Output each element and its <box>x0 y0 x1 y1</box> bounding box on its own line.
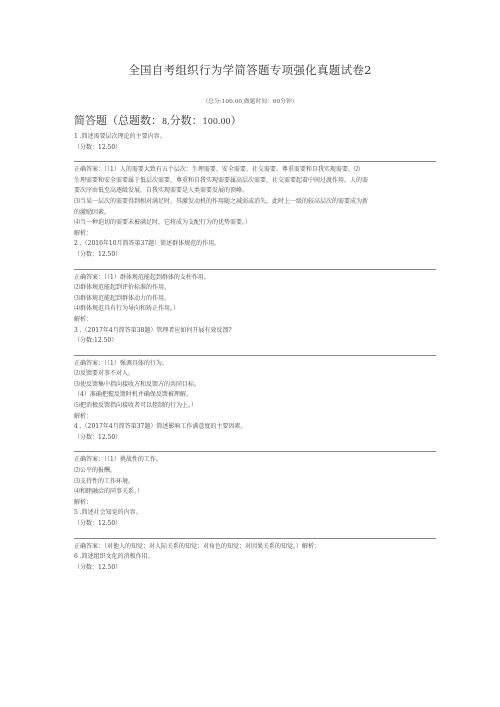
question-text: 1 .简述需要层次理论的主要内容。 <box>74 133 166 140</box>
answer-line: ⑷当一种迫切的需要未被满足时，它将成为支配行为的优势需要。） <box>74 219 252 227</box>
question-score: （分数:12.50） <box>74 337 118 345</box>
answer-line: ⑶当某一层次的需要得到相对满足时，其激发动机的作用随之减弱或消失，此时上一级的较高层次的需要成为新 <box>74 197 369 205</box>
question-score: （分数：12.50） <box>74 563 122 571</box>
question-text: 4 .（2017年4月简答第37题）简述影响工作满意度的主要因素。 <box>74 423 247 431</box>
question-count: 8, <box>162 117 170 126</box>
question-score: （分数：12.50） <box>74 520 122 527</box>
answer-line: ⑸把消极反馈指向接收者可以控制的行为上。） <box>74 402 198 410</box>
answer-line: 正确答案：（（1）群体规范能起到群体的支柱作用。 <box>74 273 210 281</box>
score-label: 分数： <box>169 114 203 127</box>
answer-line: ⑷群体规范具有行为导向和矫正作用。） <box>74 305 180 313</box>
answer-line: 要次序由低至高逐级发展，自我实现需要是人类需要发展的顶峰。 <box>74 187 249 195</box>
analysis-label: 解析： <box>74 498 93 506</box>
question-score: （分数：12.50） <box>74 143 122 151</box>
answer-line: 正确答案：（（1）强调具体的行为。 <box>74 359 168 367</box>
question-block <box>74 326 436 423</box>
answer-line: ⑵公平的报酬。 <box>74 467 117 475</box>
question-block <box>74 239 436 325</box>
question-text: 6 .简述组织文化的消极作用。 <box>74 553 154 561</box>
answer-line: 正确答案：（（1）人的需要大致有五个层次：生理需要、安全需要、社交需要、尊重需要和自我实现需要。⑵ <box>74 166 360 174</box>
answer-line: 正确答案：（（1）挑战性的工作。 <box>74 456 162 464</box>
answer-line: 生理需要和安全需要属于低层次需要，尊重和自我实现需要属高层次需要，社交需要起着中间过渡作用。人的需 <box>74 176 369 184</box>
exam-meta: （总分:100.00,做题时间：60分钟） <box>202 99 298 105</box>
question-block <box>74 422 436 508</box>
answer-line: ⑶支持性的工作环境。 <box>74 477 135 485</box>
analysis-label: 解析： <box>74 315 93 323</box>
divider <box>74 538 436 539</box>
section-close: ） <box>230 114 242 127</box>
divider <box>74 355 436 356</box>
question-block <box>74 552 436 573</box>
section-label: 简答题（总题数： <box>74 114 162 127</box>
answer-line: （4）准确把握反馈时机并确保反馈被理解。 <box>74 391 192 399</box>
question-score: （分数：12.50） <box>74 433 122 441</box>
analysis-label: 解析： <box>74 412 93 420</box>
total-score: 100.00 <box>202 117 231 126</box>
question-text: 5 .简述社会知觉的内容。 <box>74 509 142 517</box>
answer-line: ⑵群体规范能起到评价标准的作用。 <box>74 284 171 292</box>
answer-line: ⑵反馈要对事不对人。 <box>74 370 135 378</box>
question-block <box>74 508 436 552</box>
page-title: 全国自考组织行为学简答题专项强化真题试卷2 <box>128 63 372 77</box>
answer-line: ⑶使反馈集中指向接收方和反馈方的共同目标。 <box>74 380 201 388</box>
divider <box>74 269 436 270</box>
question-list <box>74 132 436 573</box>
answer-line: 的激励因素。 <box>74 208 111 216</box>
divider <box>74 451 436 452</box>
question-text: 3 .（2017年4月简答第38题）管理者应如何开展有效反馈? <box>74 326 232 334</box>
section-heading <box>74 112 242 128</box>
question-text: 2 .（2016年10月简答第37题）简述群体规范的作用。 <box>74 240 221 248</box>
question-score: （分数：12.50） <box>74 250 122 258</box>
analysis-label: 解析： <box>74 229 93 237</box>
answer-line: ⑶群体规范能起到群体动力的作用。 <box>74 294 171 302</box>
question-block <box>74 132 436 239</box>
answer-line: ⑷和睦融洽的同事关系。） <box>74 488 144 496</box>
divider <box>74 161 436 162</box>
answer-line: 正确答案：（对他人的知觉；对人际关系的知觉；对角色的知觉；对因果关系的知觉。）解析： <box>74 542 321 550</box>
